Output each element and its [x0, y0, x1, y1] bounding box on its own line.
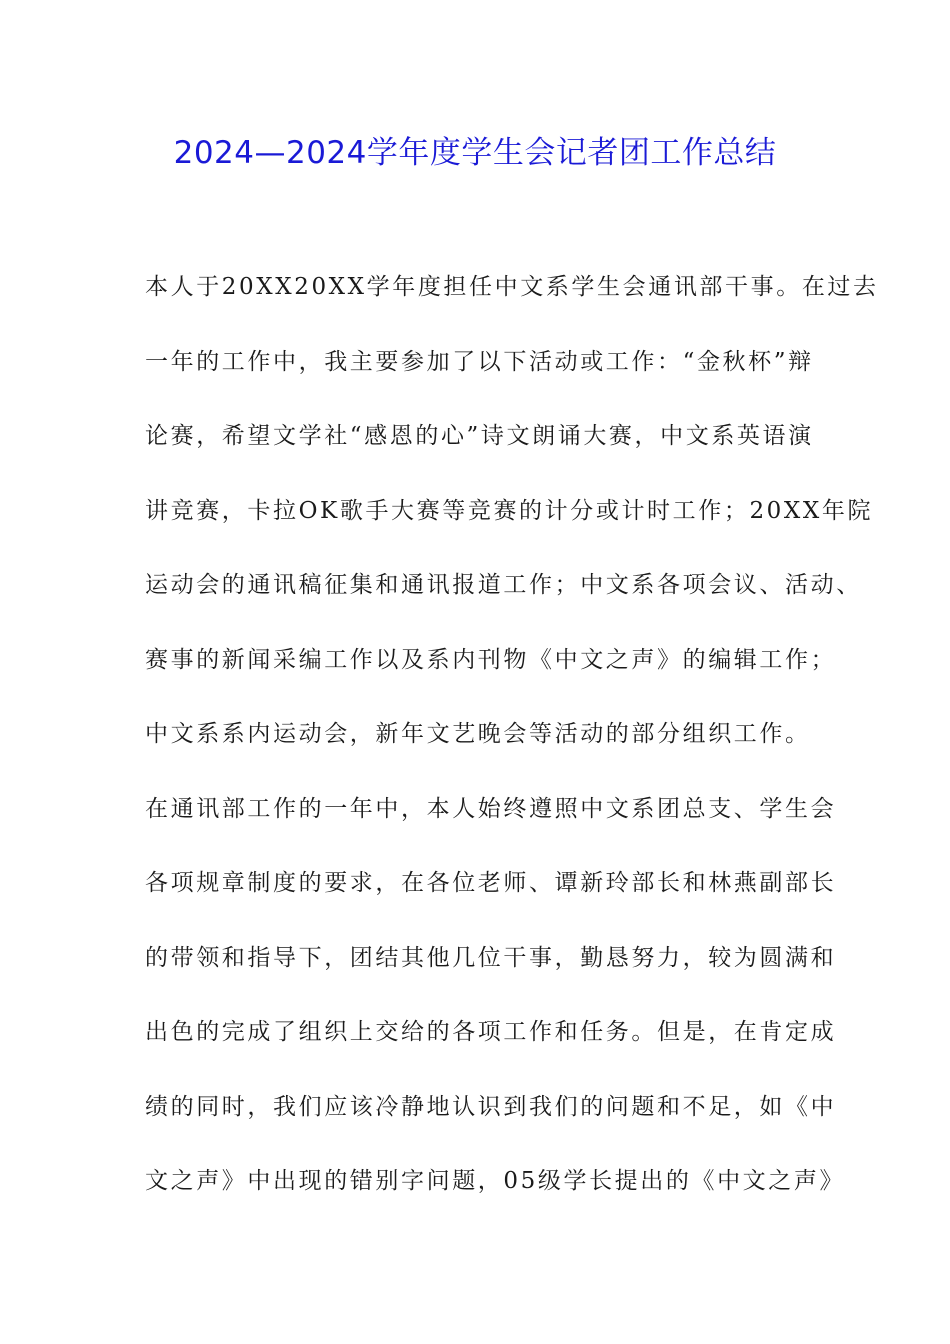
document-body [145, 264, 879, 1233]
text-line: 出色的完成了组织上交给的各项工作和任务。但是，在肯定成 [145, 1019, 837, 1045]
text-line: 绩的同时，我们应该冷静地认识到我们的问题和不足，如《中 [145, 1093, 837, 1120]
text-line: 在通讯部工作的一年中，本人始终遵照中文系团总支、学生会 [145, 795, 837, 822]
text-line: 中文系系内运动会，新年文艺晚会等活动的部分组织工作。 [145, 721, 811, 747]
text-line: 论赛，希望文学社“感恩的心”诗文朗诵大赛，中文系英语演 [145, 423, 814, 449]
document-title: 2024—2024学年度学生会记者团工作总结 [173, 135, 777, 171]
text-line: 文之声》中出现的错别字问题，05级学长提出的《中文之声》 [145, 1168, 846, 1194]
text-line: 本人于20XX20XX学年度担任中文系学生会通讯部干事。在过去 [145, 274, 879, 300]
text-line: 赛事的新闻采编工作以及系内刊物《中文之声》的编辑工作； [145, 646, 837, 673]
text-line: 运动会的通讯稿征集和通讯报道工作；中文系各项会议、活动、 [145, 572, 862, 598]
text-line: 的带领和指导下，团结其他几位干事，勤恳努力，较为圆满和 [145, 944, 837, 971]
text-line: 一年的工作中，我主要参加了以下活动或工作：“金秋杯”辩 [145, 348, 814, 375]
text-line: 讲竞赛，卡拉OK歌手大赛等竞赛的计分或计时工作；20XX年院 [145, 497, 874, 524]
text-line: 各项规章制度的要求，在各位老师、谭新玲部长和林燕副部长 [145, 870, 837, 896]
